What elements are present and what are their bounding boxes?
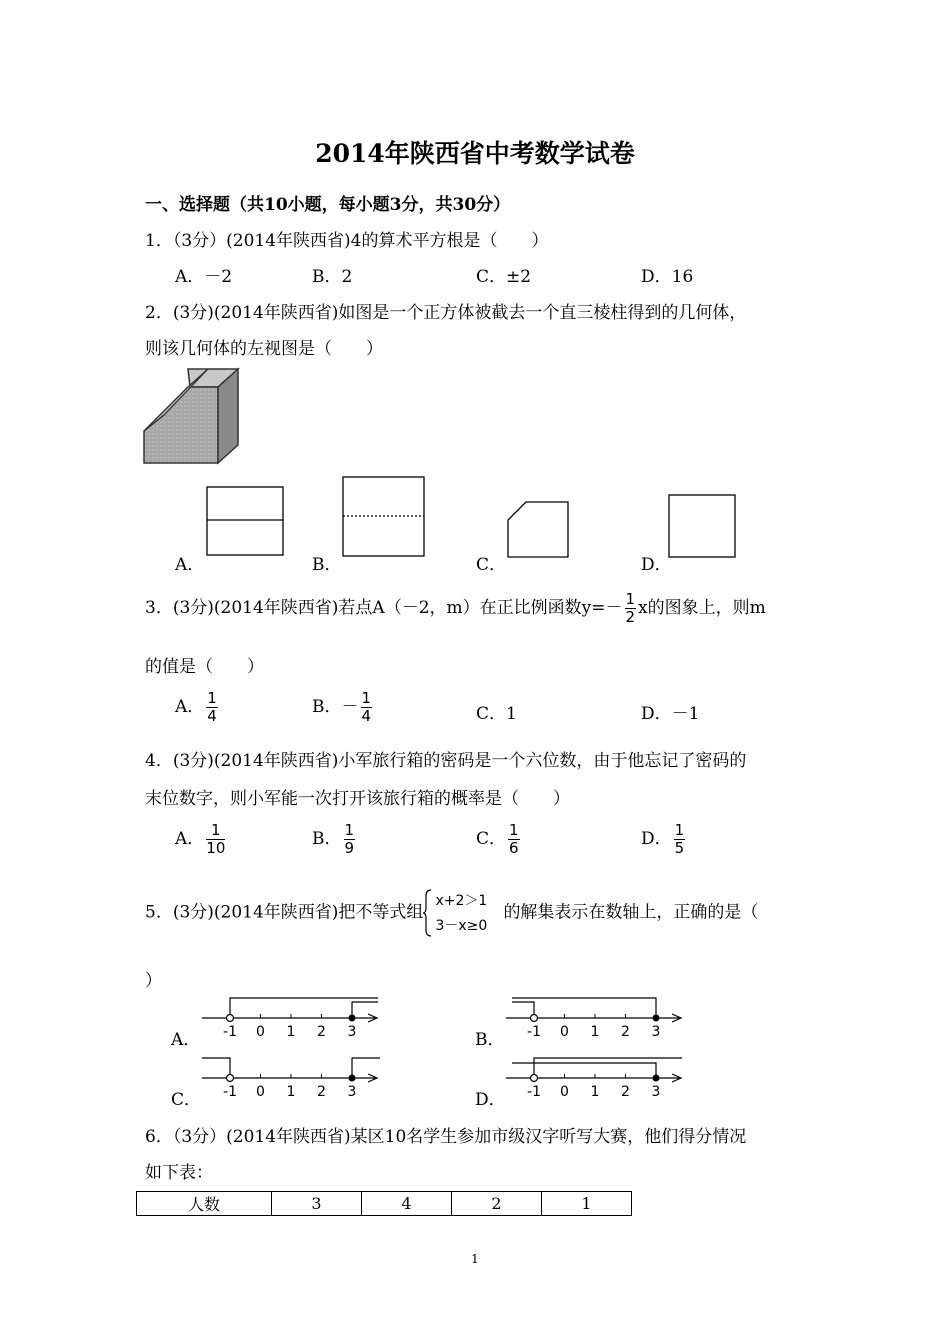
q3-suffix: x的图象上，则m — [638, 598, 766, 618]
tick-label: 1 — [590, 1084, 600, 1100]
question-4-line2: 末位数字，则小军能一次打开该旅行箱的概率是（ ） — [145, 789, 570, 809]
tick-label: 1 — [286, 1084, 296, 1100]
tick-label: 3 — [651, 1084, 661, 1100]
score-table — [136, 1191, 632, 1216]
q4-option-b: B． $\frac{1}{9}$ — [312, 821, 355, 857]
tick-label: 1 — [286, 1024, 296, 1040]
question-1-text: 1．（3分）(2014年陕西省)4的算术平方根是（ ） — [145, 231, 549, 251]
q3-option-c: C．1 — [476, 704, 517, 724]
q5-suffix: 的解集表示在数轴上，正确的是（ — [503, 902, 759, 923]
tick-label: -1 — [223, 1024, 237, 1040]
q5-option-c: C． — [171, 1090, 202, 1110]
q2-view-c-icon — [506, 500, 570, 560]
q2-option-c: C． — [476, 555, 507, 575]
tick-label: 2 — [621, 1024, 630, 1040]
q1-option-d: D．16 — [641, 267, 694, 287]
tick-label: 3 — [347, 1024, 357, 1040]
q5-inequality-system: x+2＞1 3－x≥0 — [423, 888, 503, 938]
tick-label: 1 — [590, 1024, 600, 1040]
solution-bracket — [534, 1058, 682, 1078]
q3-option-a: A． $\frac{1}{4}$ — [175, 689, 217, 725]
closed-point — [653, 1075, 660, 1082]
table-cell: 4 — [362, 1192, 452, 1216]
q2-option-a: A． — [175, 555, 205, 575]
q1-option-c: C．±2 — [476, 267, 532, 287]
question-3-line1 — [145, 591, 766, 626]
q4-option-c: C． $\frac{1}{6}$ — [476, 821, 519, 857]
question-3-line2: 的值是（ ） — [145, 657, 264, 677]
q5-prefix: 5．(3分)(2014年陕西省)把不等式组 — [145, 902, 424, 923]
tick-label: 2 — [317, 1024, 326, 1040]
q3-fraction: $\frac{1}{2}$ — [625, 590, 636, 626]
tick-label: -1 — [223, 1084, 237, 1100]
question-4-line1: 4．(3分)(2014年陕西省)小军旅行箱的密码是一个六位数，由于他忘记了密码的 — [145, 751, 747, 771]
page-title: 2014年陕西省中考数学试卷 — [315, 139, 635, 168]
number-line-d — [502, 1054, 686, 1102]
brace-icon — [423, 888, 433, 938]
q1-option-a: A．－2 — [175, 267, 233, 287]
question-6-line2: 如下表： — [145, 1163, 213, 1183]
q2-option-b: B． — [312, 555, 342, 575]
question-6-line1: 6．（3分）(2014年陕西省)某区10名学生参加市级汉字听写大赛，他们得分情况 — [145, 1127, 747, 1147]
number-line-b — [502, 994, 686, 1042]
tick-label: -1 — [527, 1084, 541, 1100]
q4-option-d: D． $\frac{1}{5}$ — [641, 821, 685, 857]
solution-bracket — [352, 1002, 378, 1018]
q5-option-b: B． — [475, 1030, 505, 1050]
q2-view-b-icon — [342, 476, 426, 558]
question-2-line2: 则该几何体的左视图是（ ） — [145, 339, 383, 359]
tick-label: 0 — [256, 1084, 265, 1100]
q5-option-a: A． — [171, 1030, 201, 1050]
table-cell: 1 — [542, 1192, 632, 1216]
question-2-line1: 2．(3分)(2014年陕西省)如图是一个正方体被截去一个直三棱柱得到的几何体， — [145, 303, 747, 323]
tick-label: 0 — [560, 1084, 569, 1100]
q2-view-a-icon — [206, 486, 286, 558]
tick-label: 2 — [317, 1084, 326, 1100]
closed-point — [349, 1075, 356, 1082]
solid-figure — [140, 365, 245, 467]
q1-option-b: B．2 — [312, 267, 353, 287]
table-cell: 2 — [452, 1192, 542, 1216]
tick-label: 3 — [651, 1024, 661, 1040]
q2-option-d: D． — [641, 555, 672, 575]
open-point — [531, 1015, 538, 1022]
q3-option-d: D．－1 — [641, 704, 700, 724]
closed-point — [653, 1015, 660, 1022]
tick-label: 3 — [347, 1084, 357, 1100]
open-point — [227, 1075, 234, 1082]
q3-option-b: B．－ $\frac{1}{4}$ — [312, 689, 372, 725]
tick-label: -1 — [527, 1024, 541, 1040]
section-heading: 一、选择题（共10小题，每小题3分，共30分） — [145, 195, 511, 215]
tick-label: 0 — [256, 1024, 265, 1040]
q2-view-d-icon — [668, 494, 736, 558]
solution-bracket — [352, 1058, 380, 1078]
table-header-cell: 人数 — [137, 1192, 272, 1216]
open-point — [227, 1015, 234, 1022]
q3-prefix: 3．(3分)(2014年陕西省)若点A（－2，m）在正比例函数y=－ — [145, 598, 623, 618]
page-number: 1 — [471, 1252, 479, 1266]
open-point — [531, 1075, 538, 1082]
tick-label: 0 — [560, 1024, 569, 1040]
number-line-c — [198, 1054, 382, 1102]
table-row — [137, 1192, 632, 1216]
closed-point — [349, 1015, 356, 1022]
solution-bracket — [202, 1058, 230, 1078]
table-cell: 3 — [272, 1192, 362, 1216]
number-line-a — [198, 994, 382, 1042]
question-5-line1 — [145, 888, 758, 938]
q4-option-a: A． $\frac{1}{10}$ — [175, 821, 226, 857]
tick-label: 2 — [621, 1084, 630, 1100]
q5-option-d: D． — [475, 1090, 506, 1110]
question-5-line2: ） — [145, 971, 162, 991]
solution-bracket — [230, 998, 378, 1018]
